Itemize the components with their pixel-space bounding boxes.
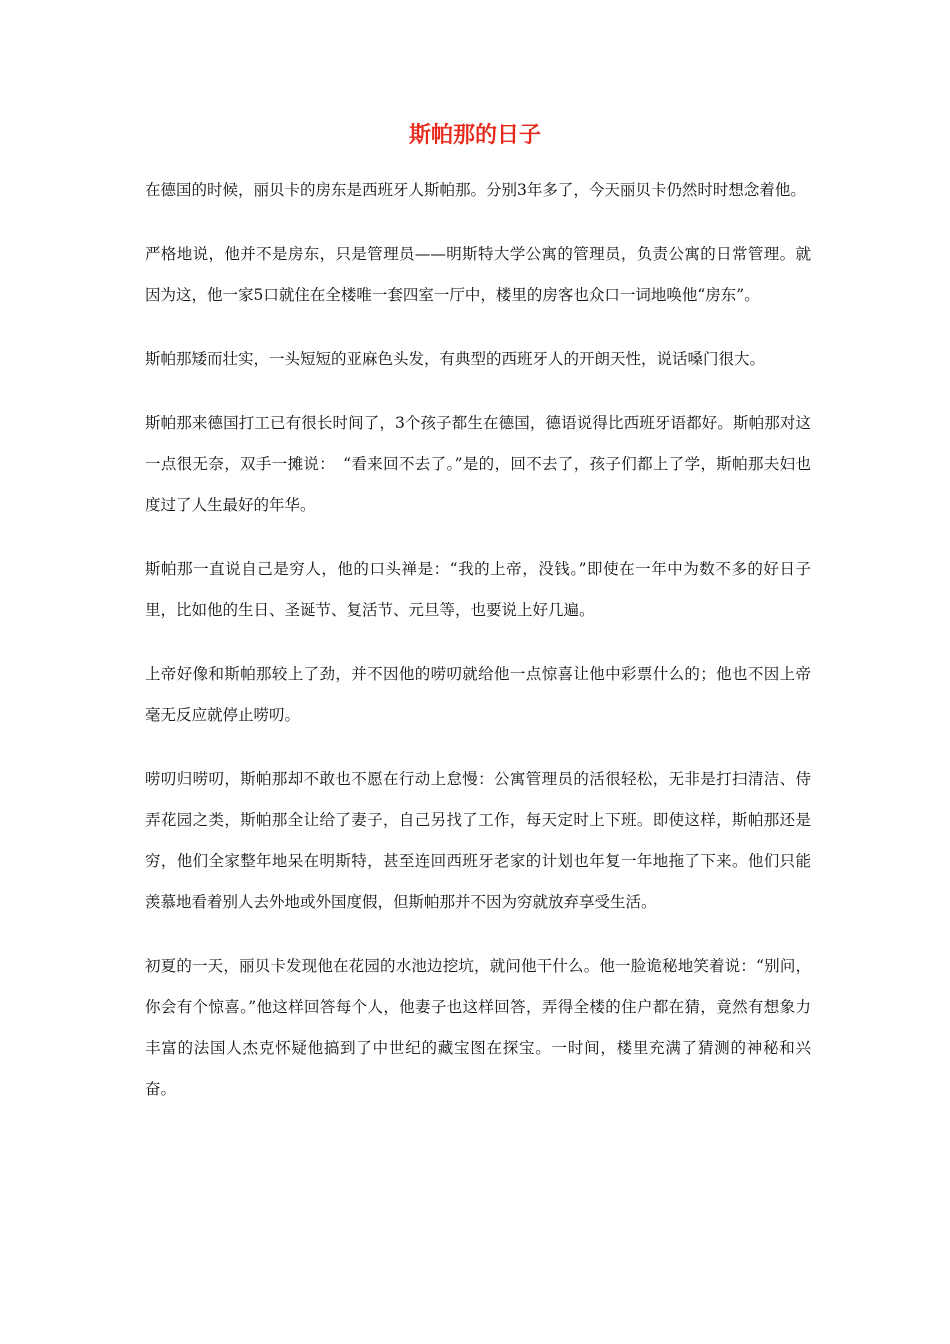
paragraph: 斯帕那矮而壮实，一头短短的亚麻色头发，有典型的西班牙人的开朗天性，说话嗓门很大。 <box>145 350 766 368</box>
article-body <box>145 170 811 1133</box>
paragraph: 斯帕那一直说自己是穷人，他的口头禅是：“我的上帝，没钱。”即使在一年中为数不多的好日子里，比如他的生日、圣诞节、复活节、元旦等，也要说上好几遍。 <box>145 560 811 619</box>
paragraph: 斯帕那来德国打工已有很长时间了，3个孩子都生在德国，德语说得比西班牙语都好。斯帕那对这一点很无奈，双手一摊说： “看来回不去了。”是的，回不去了，孩子们都上了学，斯帕那夫妇也度过了人生最好的年华。 <box>145 414 811 514</box>
paragraph: 上帝好像和斯帕那较上了劲，并不因他的唠叨就给他一点惊喜让他中彩票什么的；他也不因上帝毫无反应就停止唠叨。 <box>145 665 811 724</box>
paragraph: 在德国的时候，丽贝卡的房东是西班牙人斯帕那。分别3年多了，今天丽贝卡仍然时时想念着他。 <box>145 181 806 199</box>
paragraph: 严格地说，他并不是房东，只是管理员——明斯特大学公寓的管理员，负责公寓的日常管理。就因为这，他一家5口就住在全楼唯一套四室一厅中，楼里的房客也众口一词地唤他“房东”。 <box>145 245 811 304</box>
paragraph: 唠叨归唠叨，斯帕那却不敢也不愿在行动上怠慢：公寓管理员的活很轻松，无非是打扫清洁、侍弄花园之类，斯帕那全让给了妻子，自己另找了工作，每天定时上下班。即使这样，斯帕那还是穷，他们全家整年地呆在明斯特，甚至连回西班牙老家的计划也年复一年地拖了下来。他们只能羡慕地看着别人去外地或外国度假，但斯帕那并不因为穷就放弃享受生活。 <box>145 770 811 911</box>
article-title: 斯帕那的日子 <box>408 123 541 148</box>
paragraph: 初夏的一天，丽贝卡发现他在花园的水池边挖坑，就问他干什么。他一脸诡秘地笑着说：“别问，你会有个惊喜。”他这样回答每个人，他妻子也这样回答，弄得全楼的住户都在猜，竟然有想象力丰富的法国人杰克怀疑他搞到了中世纪的藏宝图在探宝。一时间，楼里充满了猜测的神秘和兴奋。 <box>145 957 811 1098</box>
